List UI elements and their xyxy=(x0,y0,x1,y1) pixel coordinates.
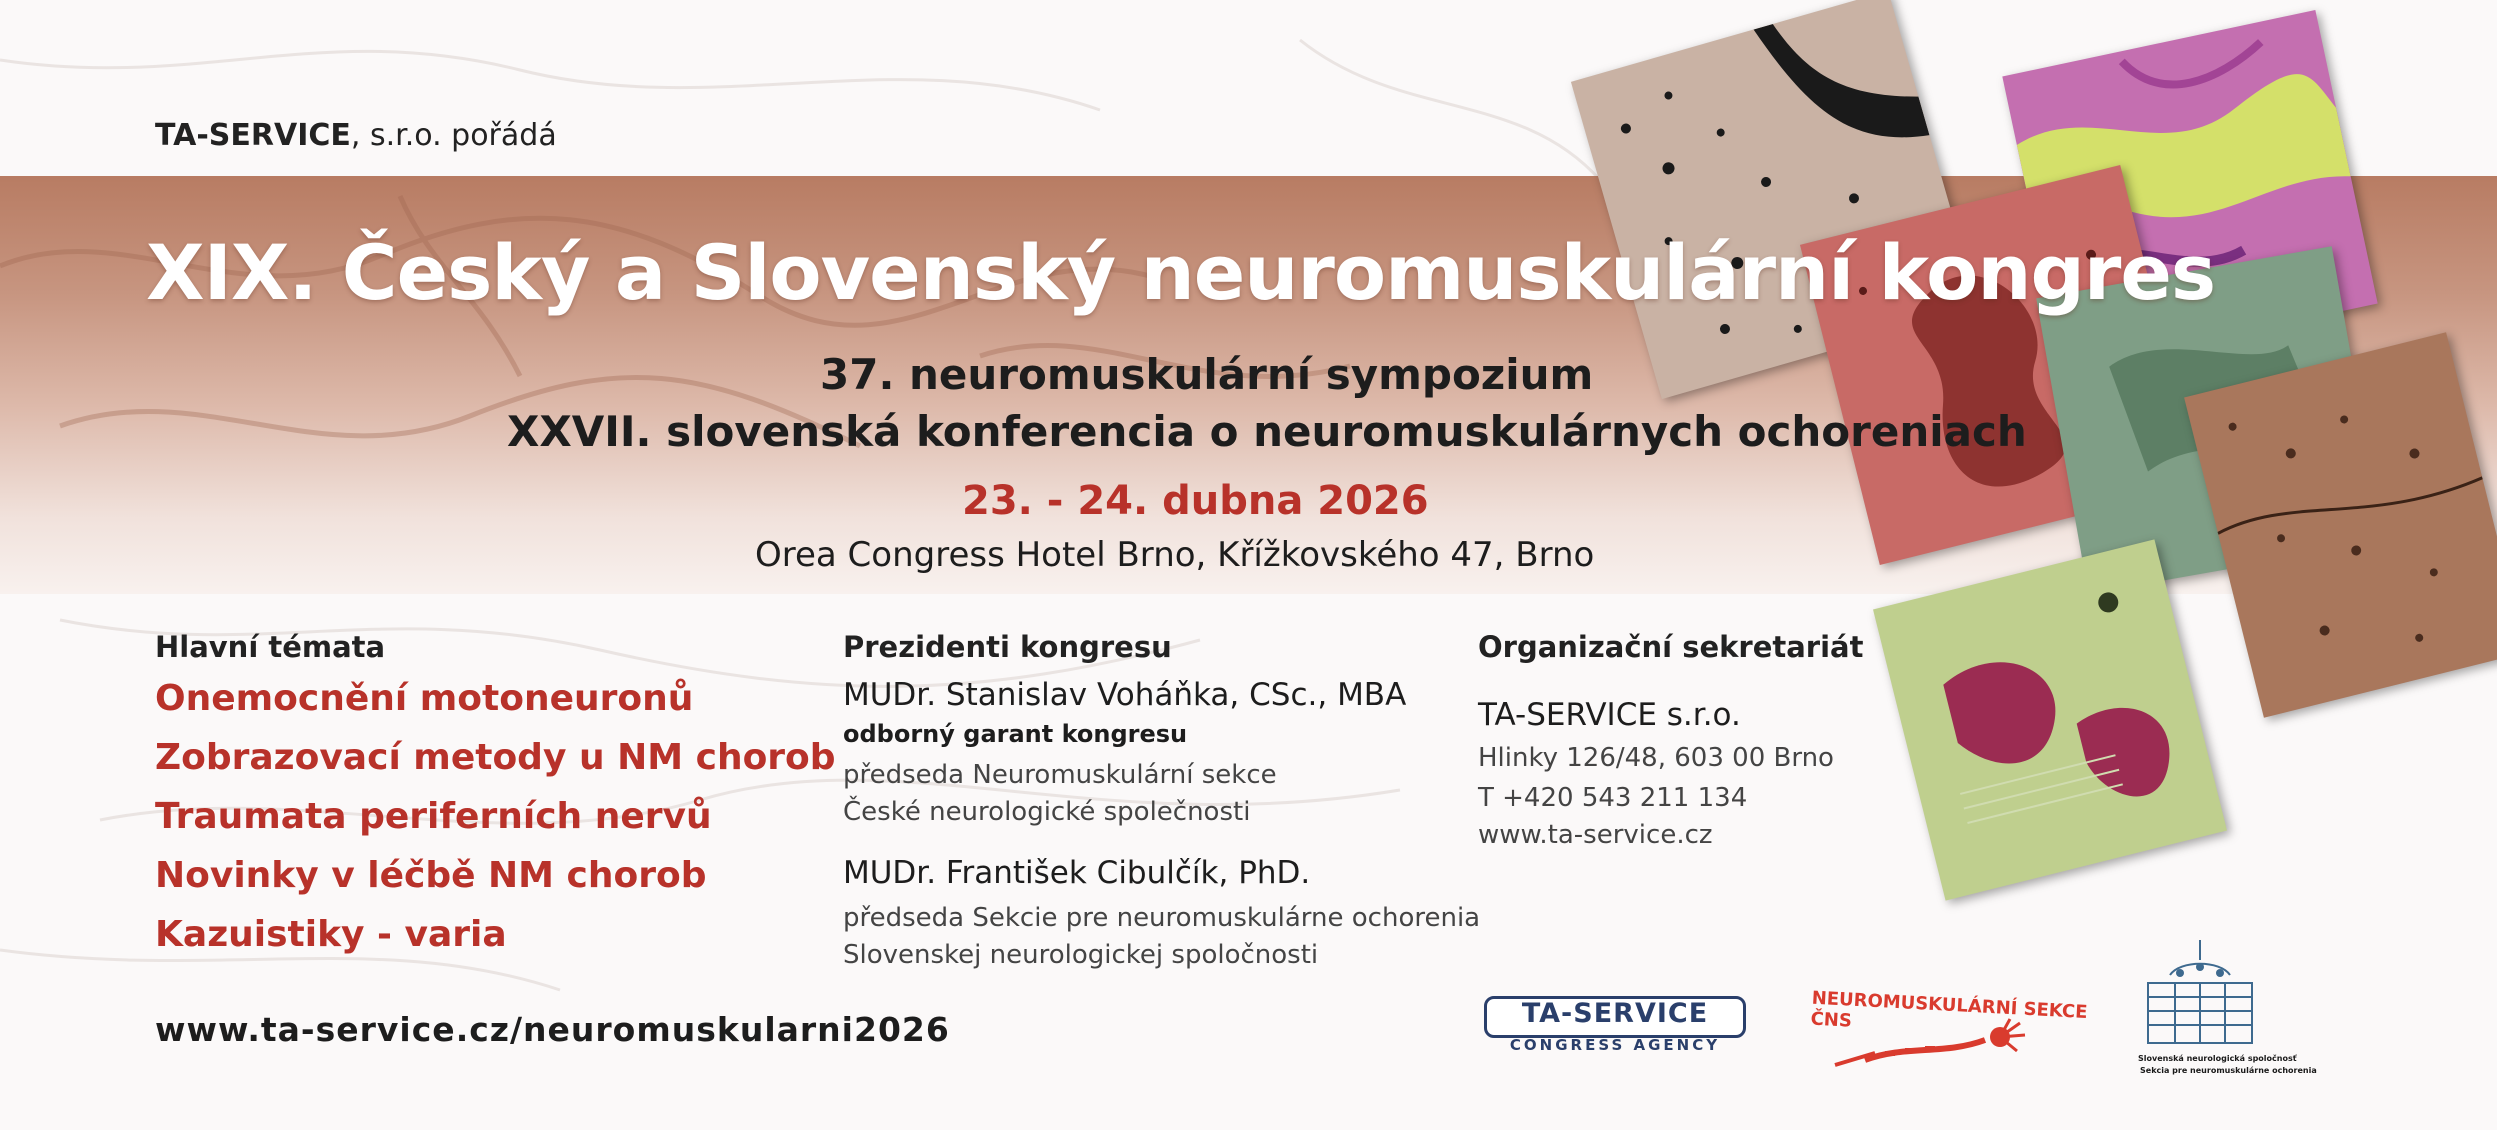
ta-service-logo-title: TA-SERVICE xyxy=(1521,998,1709,1029)
secretariat-phone: T +420 543 211 134 xyxy=(1478,783,1748,813)
slovak-society-logo-line-1: Slovenská neurologická spoločnosť xyxy=(2138,1054,2297,1063)
president-1-role: odborný garant kongresu xyxy=(843,720,1188,748)
topic-item: Traumata periferních nervů xyxy=(155,796,712,837)
symposium-subtitle: 37. neuromuskulární sympozium xyxy=(820,350,1594,399)
topic-item: Kazuistiky - varia xyxy=(155,914,507,955)
topics-heading: Hlavní témata xyxy=(155,630,386,664)
organizer-name: TA-SERVICE xyxy=(155,118,351,153)
president-2-desc-1: předseda Sekcie pre neuromuskulárne ochorenia xyxy=(843,903,1481,933)
neuron-icon xyxy=(1805,985,2095,1075)
congress-website-link[interactable]: www.ta-service.cz/neuromuskularni2026 xyxy=(155,1010,950,1049)
slovak-society-logo-line-2: Sekcia pre neuromuskulárne ochorenia xyxy=(2140,1066,2317,1075)
topic-item: Novinky v léčbě NM chorob xyxy=(155,855,707,896)
ta-service-logo-subtitle: CONGRESS AGENCY xyxy=(1509,1036,1721,1054)
secretariat-heading: Organizační sekretariát xyxy=(1478,630,1864,664)
topic-item: Onemocnění motoneuronů xyxy=(155,678,694,719)
organizer-line xyxy=(155,118,557,153)
topic-item: Zobrazovací metody u NM chorob xyxy=(155,737,836,778)
secretariat-name: TA-SERVICE s.r.o. xyxy=(1478,697,1741,733)
neuromuscular-section-logo xyxy=(1805,985,2095,1075)
neuromuscular-section-logo-text: NEUROMUSKULÁRNÍ SEKCE ČNS xyxy=(1810,987,2088,1032)
event-dates: 23. - 24. dubna 2026 xyxy=(962,478,1429,524)
president-1-desc-2: České neurologické společnosti xyxy=(843,797,1251,827)
president-1-name: MUDr. Stanislav Voháňka, CSc., MBA xyxy=(843,677,1407,713)
president-2-name: MUDr. František Cibulčík, PhD. xyxy=(843,855,1311,891)
conference-subtitle: XXVII. slovenská konferencia o neuromuskulárnych ochoreniach xyxy=(507,407,2027,456)
presidents-heading: Prezidenti kongresu xyxy=(843,630,1172,664)
event-venue: Orea Congress Hotel Brno, Křížkovského 47, Brno xyxy=(755,535,1595,575)
secretariat-address: Hlinky 126/48, 603 00 Brno xyxy=(1478,743,1834,773)
secretariat-web-link[interactable]: www.ta-service.cz xyxy=(1478,820,1713,850)
congress-title: XIX. Český a Slovenský neuromuskulární kongres xyxy=(146,228,2216,317)
president-1-desc-1: předseda Neuromuskulární sekce xyxy=(843,760,1277,790)
ta-service-logo xyxy=(1484,996,1744,1056)
organizer-suffix: , s.r.o. pořádá xyxy=(350,118,557,153)
president-2-desc-2: Slovenskej neurologickej spoločnosti xyxy=(843,940,1319,970)
